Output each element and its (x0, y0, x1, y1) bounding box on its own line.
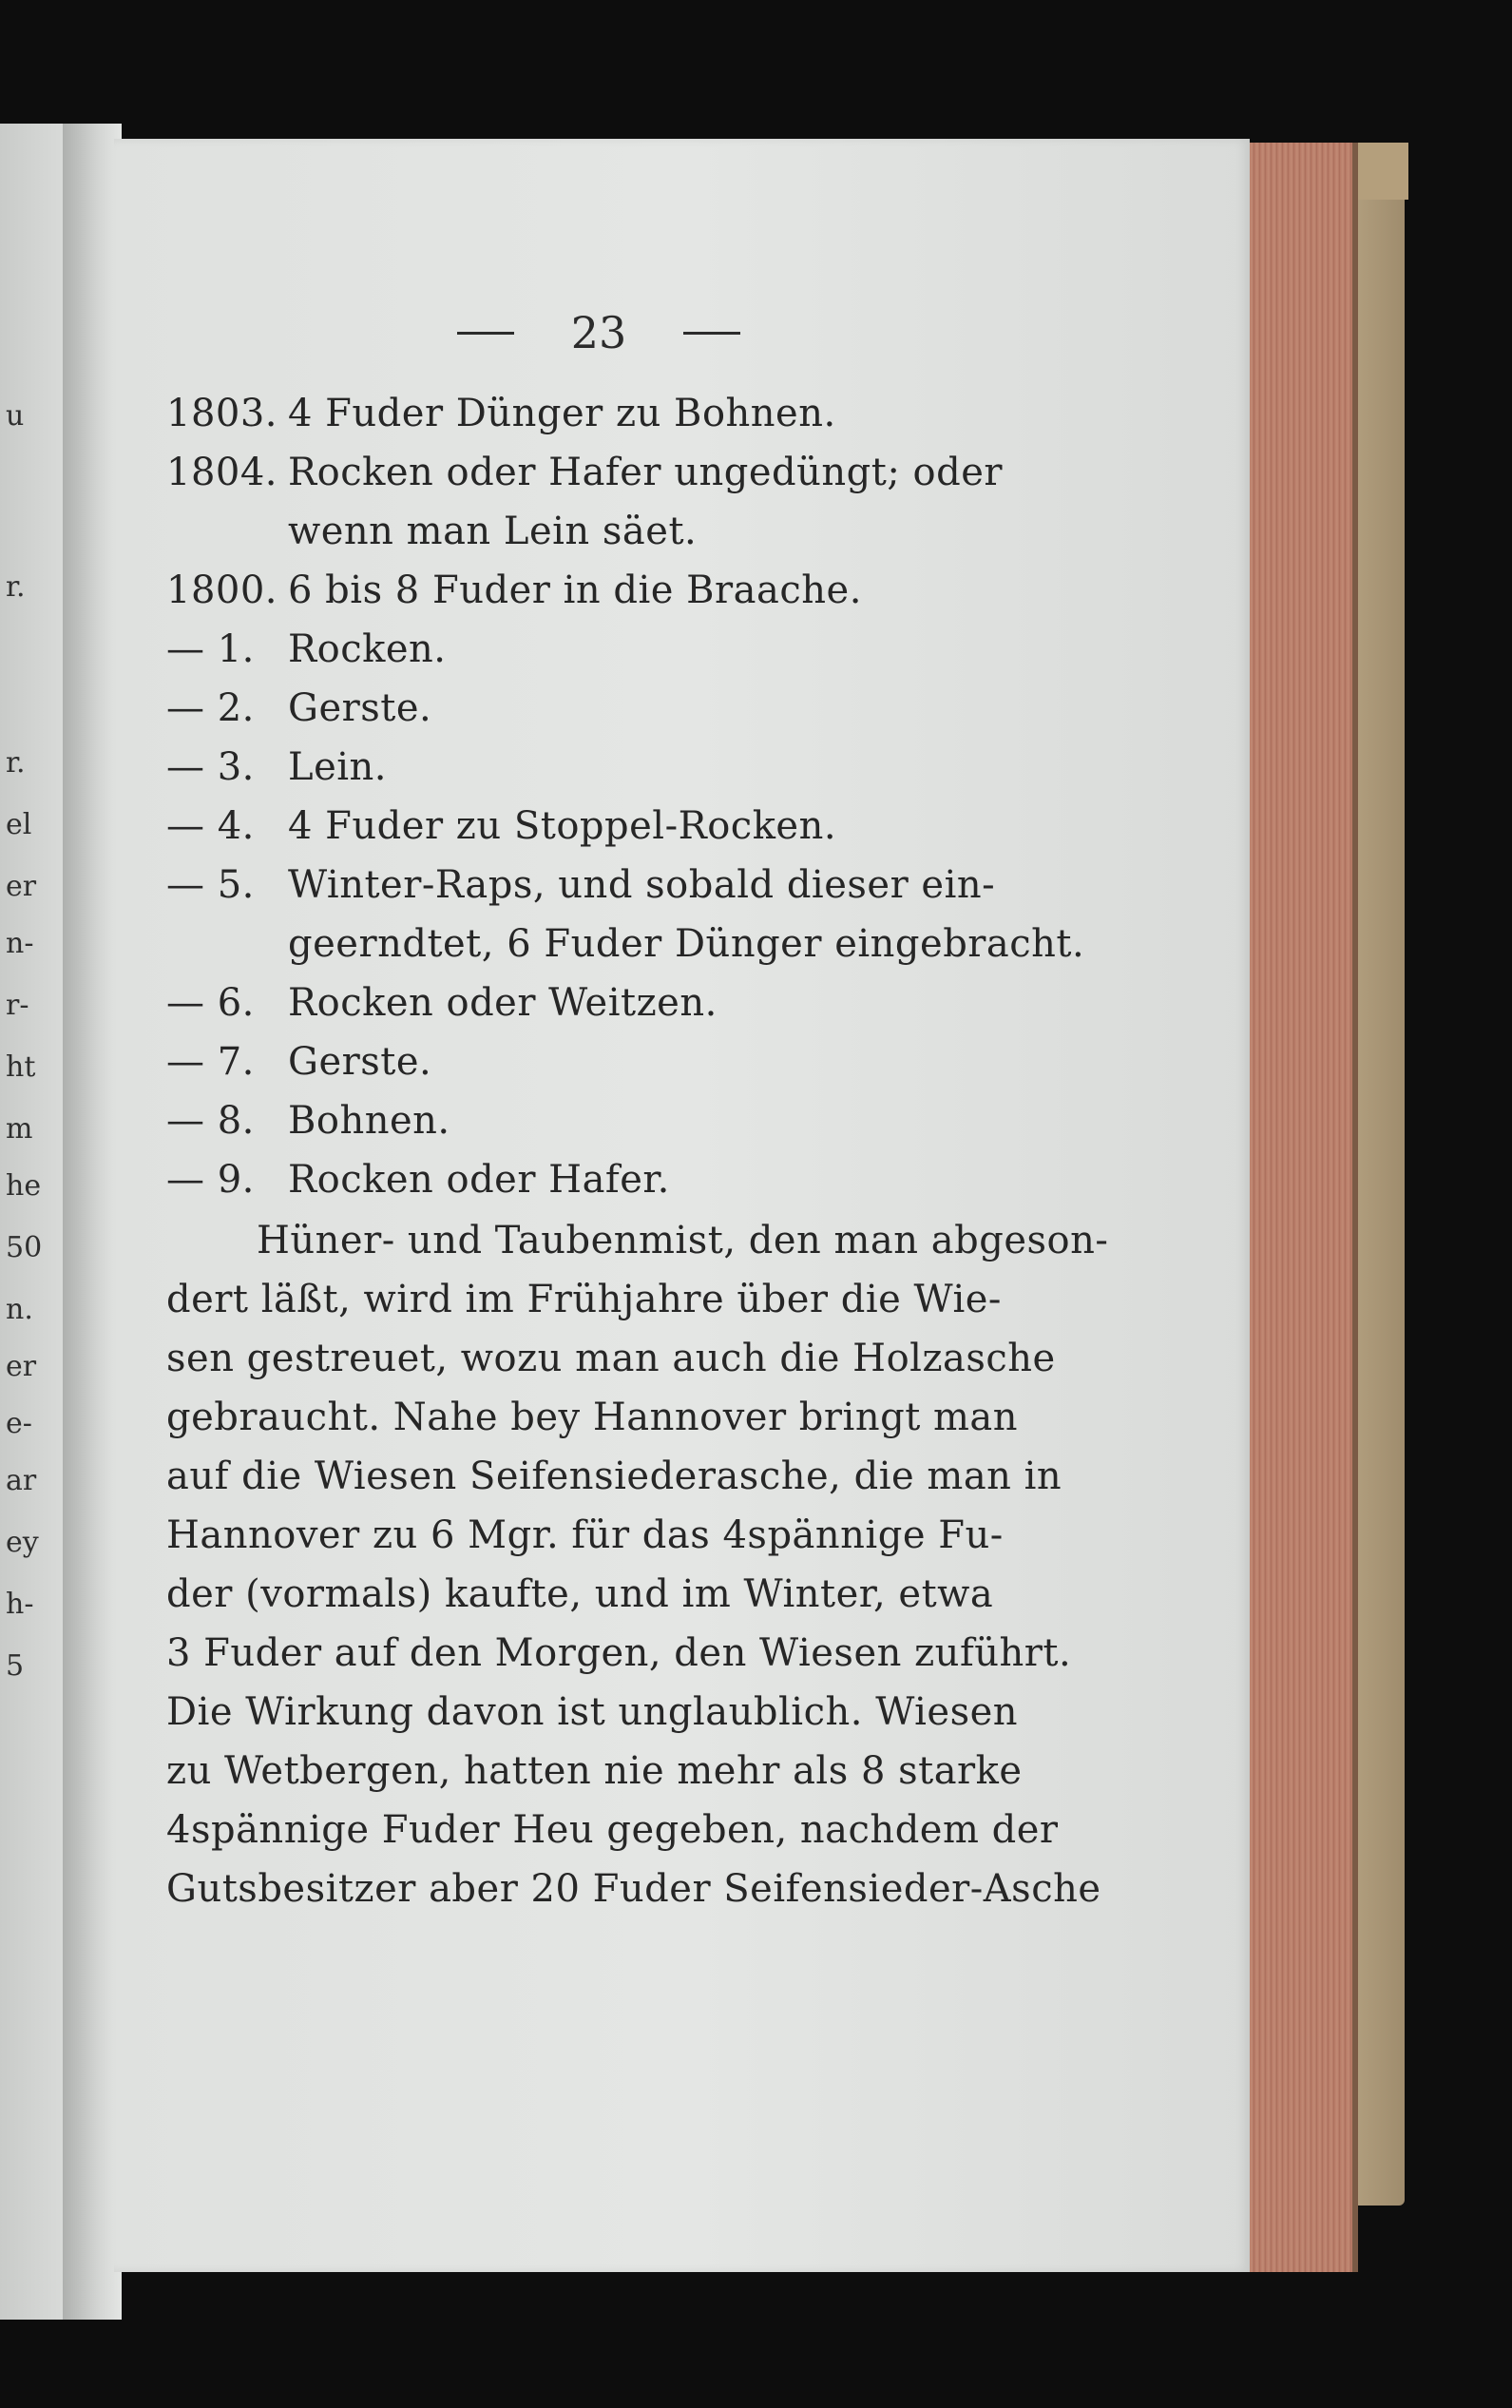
fragment: r. (6, 746, 26, 780)
schedule-row (166, 804, 1003, 854)
header-dash-left (457, 332, 514, 335)
fragment: ht (6, 1050, 36, 1084)
schedule-year: — 3. (166, 745, 255, 789)
schedule-row (166, 392, 1003, 441)
schedule-row (166, 510, 1003, 559)
header-dash-right (683, 332, 740, 335)
paragraph-line: auf die Wiesen Seifensiederasche, die man in (166, 1454, 1062, 1498)
paragraph-line: Hannover zu 6 Mgr. für das 4spännige Fu- (166, 1513, 1004, 1557)
schedule-row (166, 451, 1003, 500)
schedule-row (166, 1040, 1003, 1089)
schedule-year: — 6. (166, 981, 255, 1025)
schedule-year: — 9. (166, 1158, 255, 1202)
fragment: h- (6, 1588, 34, 1621)
schedule-row (166, 1158, 1003, 1207)
schedule-year: — 1. (166, 627, 255, 671)
fragment: 5 (6, 1649, 25, 1683)
page-number: 23 (570, 307, 627, 358)
schedule-text: 4 Fuder zu Stoppel-Rocken. (288, 804, 837, 848)
schedule-text: wenn man Lein säet. (288, 510, 698, 553)
paragraph-line: 4spännige Fuder Heu gegeben, nachdem der (166, 1808, 1059, 1852)
schedule-text: Gerste. (288, 1040, 432, 1084)
schedule-text: Rocken oder Hafer. (288, 1158, 670, 1202)
fragment: e- (6, 1407, 32, 1440)
paragraph-line: der (vormals) kaufte, und im Winter, etwa (166, 1572, 994, 1616)
book-gutter (63, 124, 122, 2320)
schedule-row (166, 1099, 1003, 1148)
paragraph-line: dert läßt, wird im Frühjahre über die Wie- (166, 1278, 1002, 1321)
page-edges (1243, 143, 1358, 2272)
fragment: ey (6, 1526, 39, 1559)
schedule-row (166, 745, 1003, 795)
fragment: m (6, 1112, 33, 1146)
paragraph-line: 3 Fuder auf den Morgen, den Wiesen zuführt. (166, 1631, 1072, 1675)
schedule-year: — 5. (166, 863, 255, 907)
schedule-text: Lein. (288, 745, 388, 789)
page-header (314, 304, 884, 361)
schedule-row (166, 627, 1003, 677)
paragraph-line: Gutsbesitzer aber 20 Fuder Seifensieder-Asche (166, 1867, 1101, 1911)
schedule-year: 1800. (166, 568, 278, 612)
paragraph-line: sen gestreuet, wozu man auch die Holzasche (166, 1337, 1056, 1380)
schedule-text: Rocken oder Hafer ungedüngt; oder (288, 451, 1004, 494)
paragraph-line: zu Wetbergen, hatten nie mehr als 8 starke (166, 1749, 1023, 1793)
fragment: el (6, 808, 32, 841)
fragment: ar (6, 1464, 37, 1497)
fragment: 50 (6, 1231, 43, 1264)
schedule-year: 1803. (166, 392, 278, 435)
schedule-text: Rocken oder Weitzen. (288, 981, 718, 1025)
facing-page-text (0, 124, 43, 2320)
schedule-text: Bohnen. (288, 1099, 450, 1143)
schedule-text: Gerste. (288, 686, 432, 730)
fragment: u (6, 399, 25, 433)
schedule-row (166, 863, 1003, 913)
fragment: er (6, 1350, 37, 1383)
schedule-year: — 8. (166, 1099, 255, 1143)
schedule-row (166, 981, 1003, 1031)
schedule-year: — 4. (166, 804, 255, 848)
fragment: er (6, 870, 37, 903)
fragment: r- (6, 989, 29, 1022)
paragraph-line: Hüner- und Taubenmist, den man abgeson- (257, 1219, 1109, 1262)
fragment: he (6, 1169, 42, 1203)
fragment: n- (6, 927, 34, 960)
paragraph-line: Die Wirkung davon ist unglaublich. Wiesen (166, 1690, 1019, 1734)
fragment: r. (6, 570, 26, 604)
schedule-row (166, 568, 1003, 618)
schedule-text: geerndtet, 6 Fuder Dünger eingebracht. (288, 922, 1085, 966)
schedule-year: 1804. (166, 451, 278, 494)
schedule-text: 6 bis 8 Fuder in die Braache. (288, 568, 862, 612)
schedule-year: — 2. (166, 686, 255, 730)
schedule-text: Winter-Raps, und sobald dieser ein- (288, 863, 996, 907)
schedule-text: 4 Fuder Dünger zu Bohnen. (288, 392, 836, 435)
schedule-text: Rocken. (288, 627, 447, 671)
schedule-row (166, 686, 1003, 736)
paragraph-line: gebraucht. Nahe bey Hannover bringt man (166, 1396, 1019, 1439)
schedule-row (166, 922, 1085, 972)
schedule-year: — 7. (166, 1040, 255, 1084)
fragment: n. (6, 1293, 33, 1326)
